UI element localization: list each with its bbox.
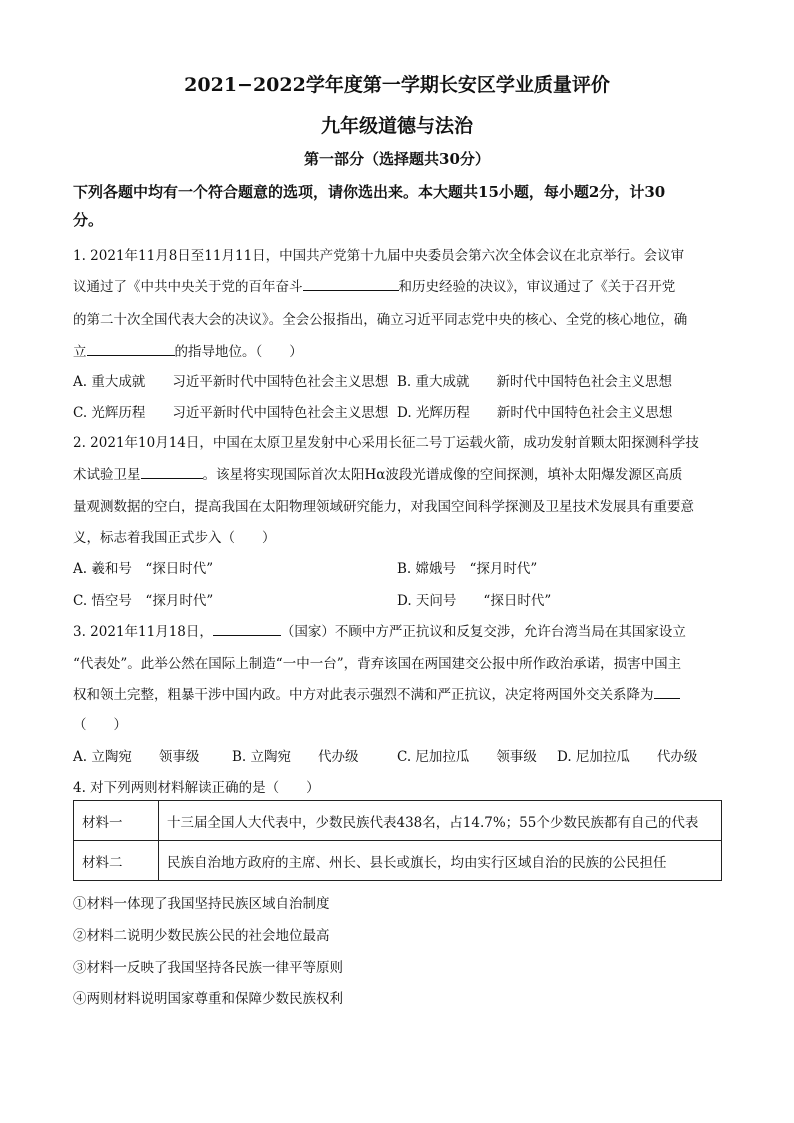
q2-line2 (73, 463, 682, 483)
instructions (73, 178, 723, 234)
q2-line1: 2. 2021年10月14日，中国在太原卫星发射中心采用长征二号丁运载火箭，成功发射首颗太阳探测科学技 (73, 435, 699, 451)
q3-line2: “代表处”。此举公然在国际上制造“一中一台”，背弃该国在两国建交公报中所作政治承诺，损害中国主 (73, 656, 682, 672)
q2-line4: 义，标志着我国正式步入（ ） (73, 530, 276, 546)
q1-blank2 (87, 341, 175, 356)
q1-blank1 (303, 276, 399, 291)
q3-line1-a: 3. 2021年11月18日， (73, 624, 213, 640)
q1-option-d: D. 光辉历程 新时代中国特色社会主义思想 (397, 405, 673, 421)
q4-material-table (73, 800, 722, 881)
instructions-line2: 分。 (73, 211, 104, 229)
q3-line1-b: （国家）不顾中方严正抗议和反复交涉，允许台湾当局在其国家设立 (280, 624, 686, 640)
q2-line2-b: 。该星将实现国际首次太阳Hα波段光谱成像的空间探测，填补太阳爆发源区高质 (202, 467, 683, 483)
q1-line4-b: 的指导地位。（ ） (174, 344, 303, 360)
q3-line3 (73, 683, 680, 703)
q3-option-c: C. 尼加拉瓜 领事级 (397, 749, 537, 765)
q3-blank1 (213, 621, 281, 636)
q1-option-c: C. 光辉历程 习近平新时代中国特色社会主义思想 (73, 405, 389, 421)
q1-line2-a: 议通过了《中共中央关于党的百年奋斗 (73, 279, 303, 295)
material-label: 材料一 (74, 801, 159, 841)
q4-statement-3: ③材料一反映了我国坚持各民族一律平等原则 (73, 960, 343, 976)
q3-option-d: D. 尼加拉瓜 代办级 (557, 749, 698, 765)
q2-option-d: D. 天问号 “探日时代” (397, 593, 552, 609)
q1-line2 (73, 275, 675, 295)
q1-line4-a: 立 (73, 344, 87, 360)
q2-line3: 量观测数据的空白，提高我国在太阳物理领域研究能力，对我国空间科学探测及卫星技术发展具有重要意 (73, 499, 694, 515)
q3-option-a: A. 立陶宛 领事级 (73, 749, 200, 765)
q1-option-b: B. 重大成就 新时代中国特色社会主义思想 (397, 374, 673, 390)
q4-statement-2: ②材料二说明少数民族公民的社会地位最高 (73, 928, 330, 944)
exam-title: 2021−2022学年度第一学期长安区学业质量评价 (184, 74, 610, 96)
q3-line1 (73, 620, 686, 640)
q3-line3-text: 权和领土完整，粗暴干涉中国内政。中方对此表示强烈不满和严正抗议，决定将两国外交关系降为 (73, 687, 654, 703)
material-text: 民族自治地方政府的主席、州长、县长或旗长，均由实行区域自治的民族的公民担任 (159, 841, 722, 881)
material-text: 十三届全国人大代表中，少数民族代表438名，占14.7%；55个少数民族都有自己的代表 (159, 801, 722, 841)
q1-line3: 的第二十次全国代表大会的决议》。全会公报指出，确立习近平同志党中央的核心、全党的核心地位，确 (73, 312, 688, 328)
q2-option-a: A. 羲和号 “探日时代” (73, 561, 214, 577)
q1-line4 (73, 340, 303, 360)
table-row (74, 841, 722, 881)
material-label: 材料二 (74, 841, 159, 881)
q4-statement-4: ④两则材料说明国家尊重和保障少数民族权利 (73, 991, 343, 1007)
q4-stem: 4. 对下列两则材料解读正确的是（ ） (73, 780, 320, 796)
q2-blank (141, 464, 203, 479)
q1-line2-b: 和历史经验的决议》，审议通过了《关于召开党 (398, 279, 676, 295)
instructions-line1: 下列各题中均有一个符合题意的选项，请你选出来。本大题共15小题，每小题2分，计30 (73, 183, 666, 201)
q2-option-b: B. 嫦娥号 “探月时代” (397, 561, 538, 577)
q1-option-a: A. 重大成就 习近平新时代中国特色社会主义思想 (73, 374, 389, 390)
subject-title: 九年级道德与法治 (320, 115, 473, 137)
q3-option-b: B. 立陶宛 代办级 (232, 749, 359, 765)
q3-blank2 (654, 684, 680, 699)
q2-option-c: C. 悟空号 “探月时代” (73, 593, 214, 609)
q2-line2-a: 术试验卫星 (73, 467, 141, 483)
table-row (74, 801, 722, 841)
q4-statement-1: ①材料一体现了我国坚持民族区域自治制度 (73, 896, 330, 912)
q1-line1: 1. 2021年11月8日至11月11日，中国共产党第十九届中央委员会第六次全体会议在北京举行。会议审 (73, 248, 685, 264)
q3-line4: （ ） (73, 717, 127, 733)
section-title: 第一部分（选择题共30分） (304, 150, 490, 168)
